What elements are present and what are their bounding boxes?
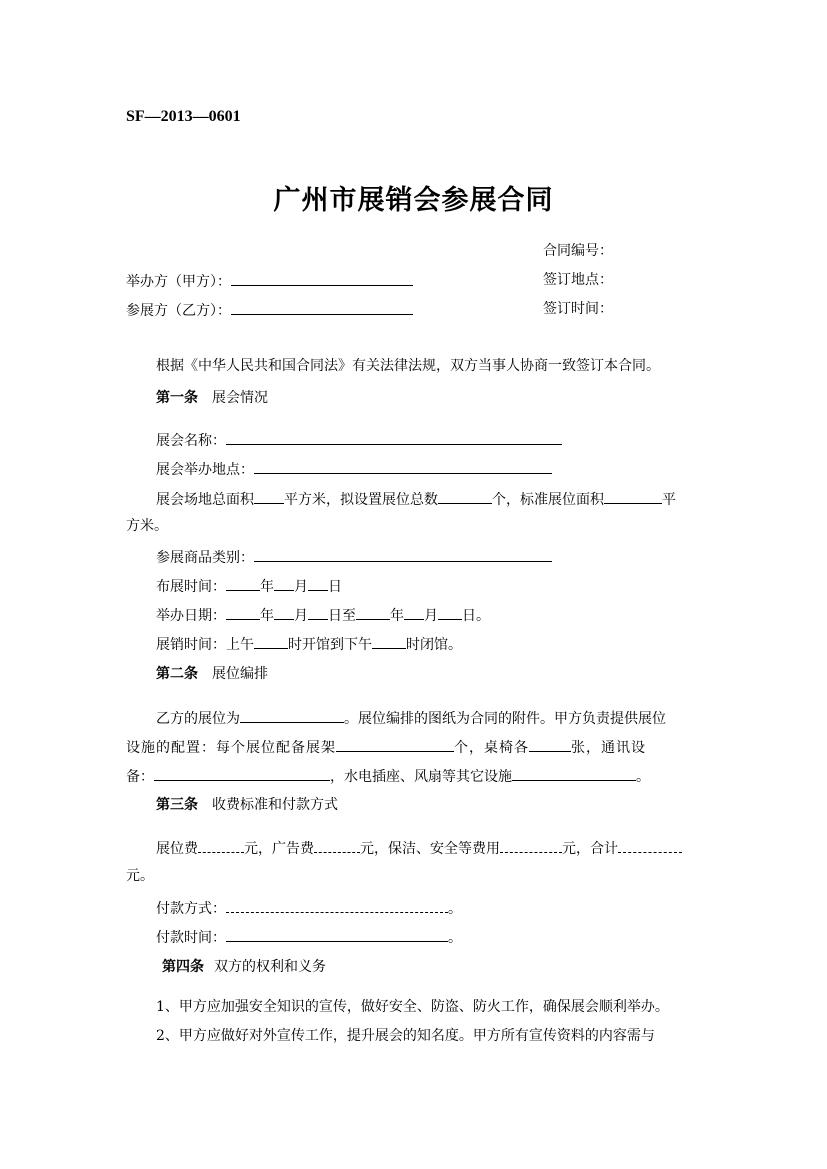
communication-equipment-blank[interactable] xyxy=(154,765,330,781)
article4-number: 第四条 xyxy=(162,959,204,975)
total-fee-blank[interactable] xyxy=(618,837,682,853)
article4-heading xyxy=(162,957,326,977)
expo-name-blank[interactable] xyxy=(226,429,562,445)
expo-venue-line xyxy=(156,458,552,480)
article3-heading xyxy=(156,795,338,815)
expo-dates-label: 举办日期： xyxy=(156,608,226,624)
fees-line xyxy=(156,837,682,859)
exhibitor-line xyxy=(126,299,413,321)
year-text: 年 xyxy=(260,579,274,595)
booth-line-1 xyxy=(156,707,666,729)
document-code: SF—2013—0601 xyxy=(126,108,241,125)
exhibitor-blank[interactable] xyxy=(231,299,413,315)
organizer-label: 举办方（甲方）： xyxy=(126,274,231,290)
area-text-3: 个，标准展位面积 xyxy=(492,492,604,508)
booth-text-6: 备： xyxy=(126,769,154,785)
article2-heading xyxy=(156,664,268,684)
opening-hour-blank[interactable] xyxy=(254,633,288,649)
booth-text-5: 张，通讯设 xyxy=(571,740,646,756)
setup-time-line xyxy=(156,575,342,597)
payment-time-line xyxy=(156,926,462,948)
area-text-2: 平方米，拟设置展位总数 xyxy=(284,492,438,508)
start-month-blank[interactable] xyxy=(274,604,294,620)
year-text: 年 xyxy=(390,608,404,624)
period-text: 。 xyxy=(448,930,462,946)
article1-heading xyxy=(156,388,268,408)
payment-time-label: 付款时间： xyxy=(156,930,226,946)
end-month-blank[interactable] xyxy=(404,604,424,620)
booth-text-1: 乙方的展位为 xyxy=(156,711,240,727)
setup-time-label: 布展时间： xyxy=(156,579,226,595)
area-text-1: 展会场地总面积 xyxy=(156,492,254,508)
hours-text-1: 展销时间：上午 xyxy=(156,637,254,653)
day-end-text: 日。 xyxy=(462,608,490,624)
booth-fee-blank[interactable] xyxy=(198,837,244,853)
day-text: 日 xyxy=(328,579,342,595)
booth-text-2: 。展位编排的图纸为合同的附件。甲方负责提供展位 xyxy=(344,711,666,727)
setup-year-blank[interactable] xyxy=(226,575,260,591)
fees-text-3: 元，保洁、安全等费用 xyxy=(360,841,500,857)
contract-title: 广州市展销会参展合同 xyxy=(273,185,554,216)
fees-text-4: 元，合计 xyxy=(562,841,618,857)
setup-month-blank[interactable] xyxy=(274,575,294,591)
obligation-item-2: 2、甲方应做好对外宣传工作，提升展会的知名度。甲方所有宣传资料的内容需与 xyxy=(156,1028,655,1044)
article4-title: 双方的权利和义务 xyxy=(214,959,326,975)
payment-method-label: 付款方式： xyxy=(156,901,226,917)
payment-method-blank[interactable] xyxy=(226,897,448,913)
article1-title: 展会情况 xyxy=(212,390,268,406)
month-text: 月 xyxy=(294,608,308,624)
organizer-line xyxy=(126,270,413,292)
booth-count-blank[interactable] xyxy=(438,488,492,504)
goods-category-label: 参展商品类别： xyxy=(156,550,254,566)
month-text: 月 xyxy=(424,608,438,624)
obligation-item-1: 1、甲方应加强安全知识的宣传，做好安全、防盗、防火工作，确保展会顺利举办。 xyxy=(156,999,669,1015)
goods-category-blank[interactable] xyxy=(254,546,552,562)
expo-name-label: 展会名称： xyxy=(156,433,226,449)
furniture-count-blank[interactable] xyxy=(529,736,571,752)
goods-category-line xyxy=(156,546,552,568)
start-year-blank[interactable] xyxy=(226,604,260,620)
article2-number: 第二条 xyxy=(156,666,198,682)
total-area-blank[interactable] xyxy=(254,488,284,504)
closing-hour-blank[interactable] xyxy=(372,633,406,649)
fees-text-1: 展位费 xyxy=(156,841,198,857)
booth-line-2 xyxy=(126,736,646,758)
fees-text-2: 元，广告费 xyxy=(244,841,314,857)
start-day-blank[interactable] xyxy=(308,604,328,620)
area-line xyxy=(156,488,676,510)
booth-text-7: ，水电插座、风扇等其它设施 xyxy=(330,769,512,785)
hours-text-3: 时闭馆。 xyxy=(406,637,462,653)
year-text: 年 xyxy=(260,608,274,624)
ad-fee-blank[interactable] xyxy=(314,837,360,853)
to-text: 日至 xyxy=(328,608,356,624)
cleaning-security-fee-blank[interactable] xyxy=(500,837,562,853)
standard-booth-area-blank[interactable] xyxy=(604,488,662,504)
month-text: 月 xyxy=(294,579,308,595)
organizer-blank[interactable] xyxy=(231,270,413,286)
exhibitor-label: 参展方（乙方）： xyxy=(126,303,231,319)
article3-number: 第三条 xyxy=(156,797,198,813)
booth-line-3 xyxy=(126,765,650,787)
expo-dates-line xyxy=(156,604,490,626)
area-text-4: 平 xyxy=(662,492,676,508)
booth-number-blank[interactable] xyxy=(240,707,344,723)
payment-time-blank[interactable] xyxy=(226,926,448,942)
expo-venue-blank[interactable] xyxy=(254,458,552,474)
expo-venue-label: 展会举办地点： xyxy=(156,462,254,478)
article1-number: 第一条 xyxy=(156,390,198,406)
article2-title: 展位编排 xyxy=(212,666,268,682)
rack-count-blank[interactable] xyxy=(336,736,454,752)
end-day-blank[interactable] xyxy=(438,604,462,620)
booth-text-4: 个，桌椅各 xyxy=(454,740,529,756)
booth-text-8: 。 xyxy=(636,769,650,785)
contract-number-label: 合同编号： xyxy=(543,243,613,259)
period-text: 。 xyxy=(448,901,462,917)
booth-text-3: 设施的配置：每个展位配备展架 xyxy=(126,740,336,756)
payment-method-line xyxy=(156,897,462,919)
other-facilities-blank[interactable] xyxy=(512,765,636,781)
hours-text-2: 时开馆到下午 xyxy=(288,637,372,653)
article3-title: 收费标准和付款方式 xyxy=(212,797,338,813)
area-line-continued: 方米。 xyxy=(126,518,168,534)
expo-name-line xyxy=(156,429,562,451)
setup-day-blank[interactable] xyxy=(308,575,328,591)
sales-hours-line xyxy=(156,633,462,655)
preamble: 根据《中华人民共和国合同法》有关法律法规，双方当事人协商一致签订本合同。 xyxy=(156,358,660,374)
sign-time-label: 签订时间： xyxy=(543,301,613,317)
sign-place-label: 签订地点： xyxy=(543,272,613,288)
end-year-blank[interactable] xyxy=(356,604,390,620)
fees-line-continued: 元。 xyxy=(126,868,154,884)
